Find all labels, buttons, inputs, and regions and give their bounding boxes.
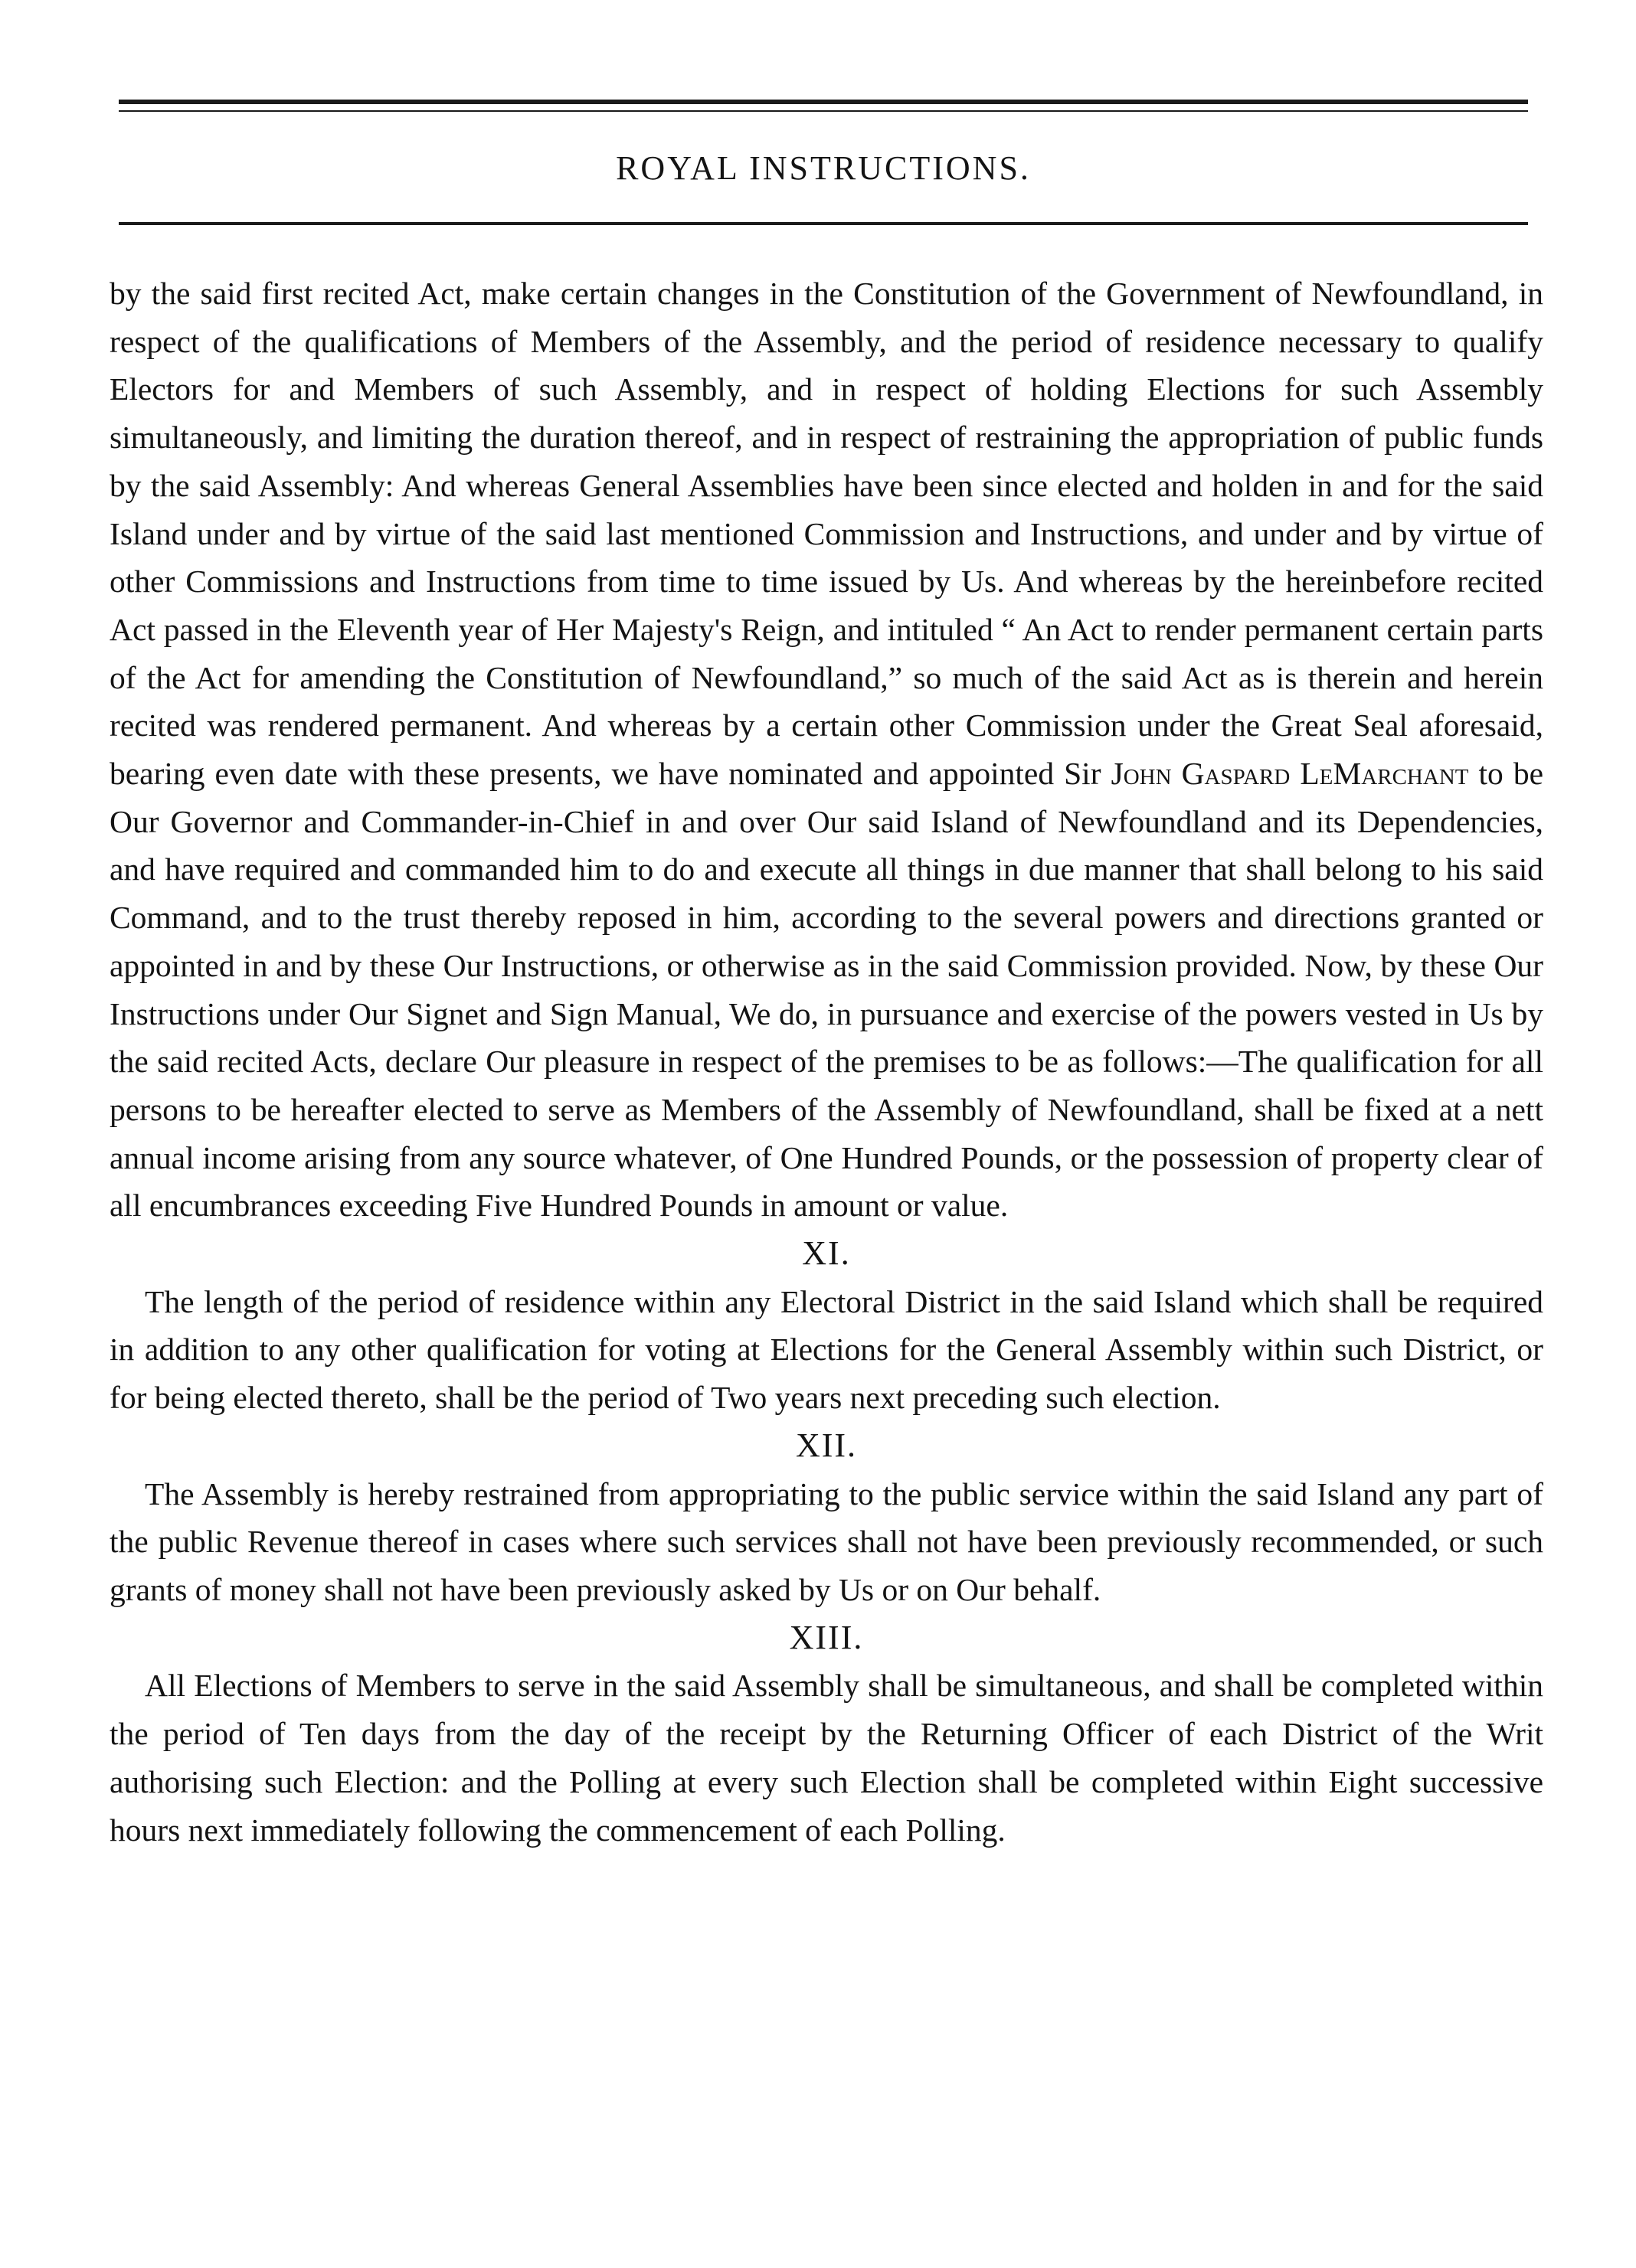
section-number-xi: XI. (802, 1234, 851, 1273)
section-paragraph-xii: The Assembly is hereby restrained from appropriating to the public service within the said Island any part of the public Revenue thereof in cases where such services shall not have been previously recommended, or such grants of money shall not have been previously asked by Us or on Our behalf. (110, 1476, 1543, 1607)
header-double-rule (119, 100, 1528, 112)
section-paragraph-xi: The length of the period of residence within any Electoral District in the said Island which shall be required in addition to any other qualification for voting at Elections for the General Assembly within such District, or for being elected thereto, shall be the period of Two years next preceding such election. (110, 1283, 1543, 1416)
continuation-text-part2: to be Our Governor and Commander-in-Chief in and over Our said Island of Newfoundland and its Dependencies, and have required and commanded him to do and execute all things in due manner that shall belong to his said Command, and to the trust thereby reposed in him, according to the several powers and directions granted or appointed in and by these Our Instructions, or otherwise as in the said Commission provided. Now, by these Our Instructions under Our Signet and Sign Manual, We do, in pursuance and exercise of the powers vested in Us by the said recited Acts, declare Our pleasure in respect of the premises to be as follows:—The qualification for all persons to be hereafter elected to serve as Members of the Assembly of Newfoundland, shall be fixed at a nett annual income arising from any source whatever, of One Hundred Pounds, or the possession of property clear of all encumbrances exceeding Five Hundred Pounds in amount or value. (110, 756, 1543, 1224)
continuation-text-part1: by the said first recited Act, make certain changes in the Constitution of the Government of Newfoundland, in respect of the qualifications of Members of the Assembly, and the period of residence necessary to qualify Electors for and Members of such Assembly, and in respect of holding Elections for such Assembly simultaneously, and limiting the duration thereof, and in respect of restraining the appropriation of public funds by the said Assembly: And whereas General Assemblies have been since elected and holden in and for the said Island under and by virtue of the said last mentioned Commission and Instructions, and under and by virtue of other Commissions and Instructions from time to time issued by Us. And whereas by the hereinbefore recited Act passed in the Eleventh year of Her Majesty's Reign, and intituled “ An Act to render permanent certain parts of the Act for amending the Constitution of Newfoundland,” so much of the said Act as is therein and herein recited was rendered permanent. And whereas by a certain other Commission under the Great Seal aforesaid, bearing even date with these presents, we have nominated and appointed Sir (110, 276, 1543, 792)
continuation-paragraph (110, 270, 1543, 1230)
section-paragraph-xiii: All Elections of Members to serve in the said Assembly shall be simultaneous, and shall be completed within the period of Ten days from the day of the receipt by the Returning Officer of each District of the Writ authorising such Election: and the Polling at every such Election shall be completed within Eight successive hours next immediately following the commencement of each Polling. (110, 1668, 1543, 1848)
header-rule (119, 222, 1528, 225)
body-text (110, 270, 1543, 1854)
governor-name: John Gaspard LeMarchant (1111, 756, 1469, 792)
section-number-xiii: XIII. (789, 1618, 864, 1656)
running-header: ROYAL INSTRUCTIONS. (616, 149, 1031, 187)
section-number-xii: XII. (795, 1426, 858, 1464)
